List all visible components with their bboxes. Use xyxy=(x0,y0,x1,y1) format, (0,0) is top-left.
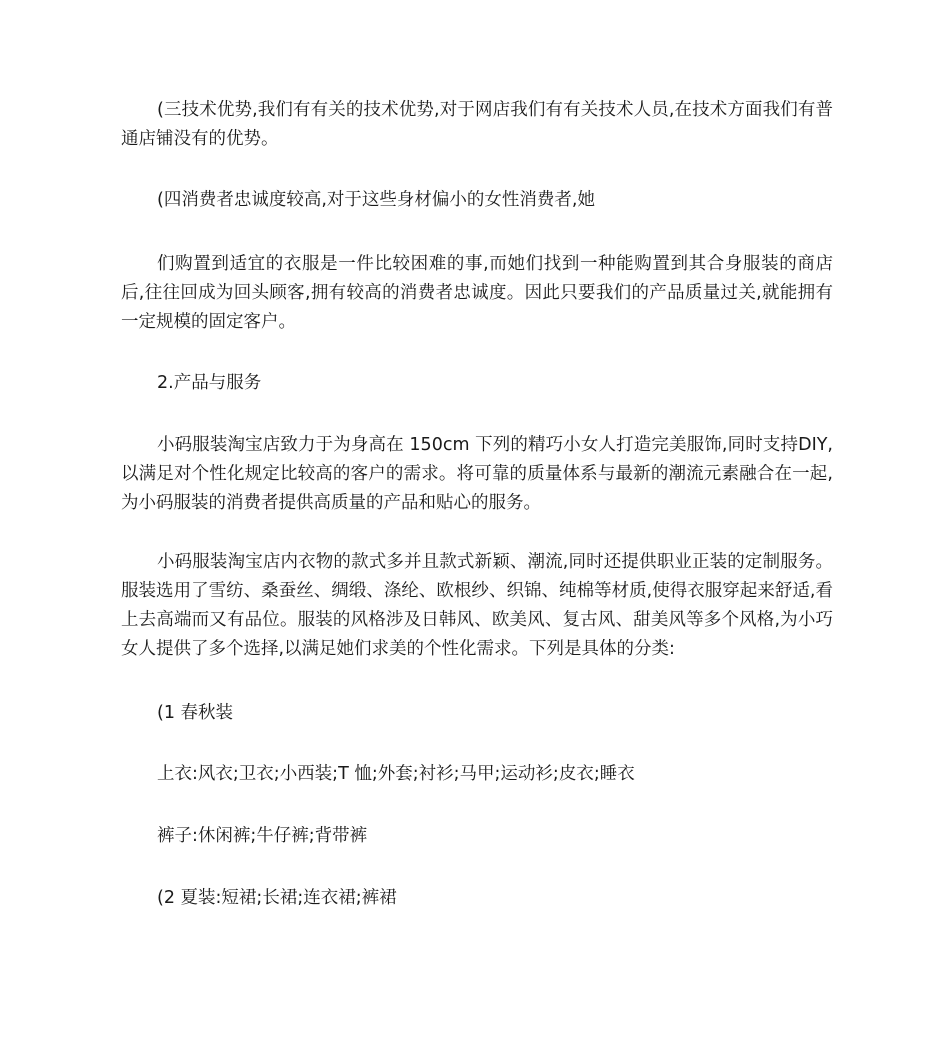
paragraph-customer-loyalty: (四消费者忠诚度较高,对于这些身材偏小的女性消费者,她 xyxy=(157,190,595,210)
category-summer-list: (2 夏装:短裙;长裙;连衣裙;裤裙 xyxy=(157,888,397,908)
paragraph-technical-advantage: (三技术优势,我们有有关的技术优势,对于网店我们有有关技术人员,在技术方面我们有普通店铺没有的优势。 xyxy=(121,100,833,149)
category-pants-list: 裤子:休闲裤;牛仔裤;背带裤 xyxy=(157,826,368,846)
section-heading-products-services: 2.产品与服务 xyxy=(157,373,262,393)
paragraph-loyalty-continued: 们购置到适宜的衣服是一件比较困难的事,而她们找到一种能购置到其合身服装的商店后,往往回成为回头顾客,拥有较高的消费者忠诚度。因此只要我们的产品质量过关,就能拥有一定规模的固定客户。 xyxy=(121,254,833,332)
category-spring-autumn: (1 春秋装 xyxy=(157,703,234,723)
category-tops-list: 上衣:风衣;卫衣;小西装;T 恤;外套;衬衫;马甲;运动衫;皮衣;睡衣 xyxy=(157,764,635,784)
paragraph-store-mission: 小码服装淘宝店致力于为身高在 150cm 下列的精巧小女人打造完美服饰,同时支持DIY,以满足对个性化规定比较高的客户的需求。将可靠的质量体系与最新的潮流元素融合在一起,为小码服装的消费者提供高质量的产品和贴心的服务。 xyxy=(121,435,833,513)
paragraph-clothing-styles: 小码服装淘宝店内衣物的款式多并且款式新颖、潮流,同时还提供职业正装的定制服务。服装选用了雪纺、桑蚕丝、绸缎、涤纶、欧根纱、织锦、纯棉等材质,使得衣服穿起来舒适,看上去高端而又有品位。服装的风格涉及日韩风、欧美风、复古风、甜美风等多个风格,为小巧女人提供了多个选择,以满足她们求美的个性化需求。下列是具体的分类: xyxy=(121,552,833,659)
